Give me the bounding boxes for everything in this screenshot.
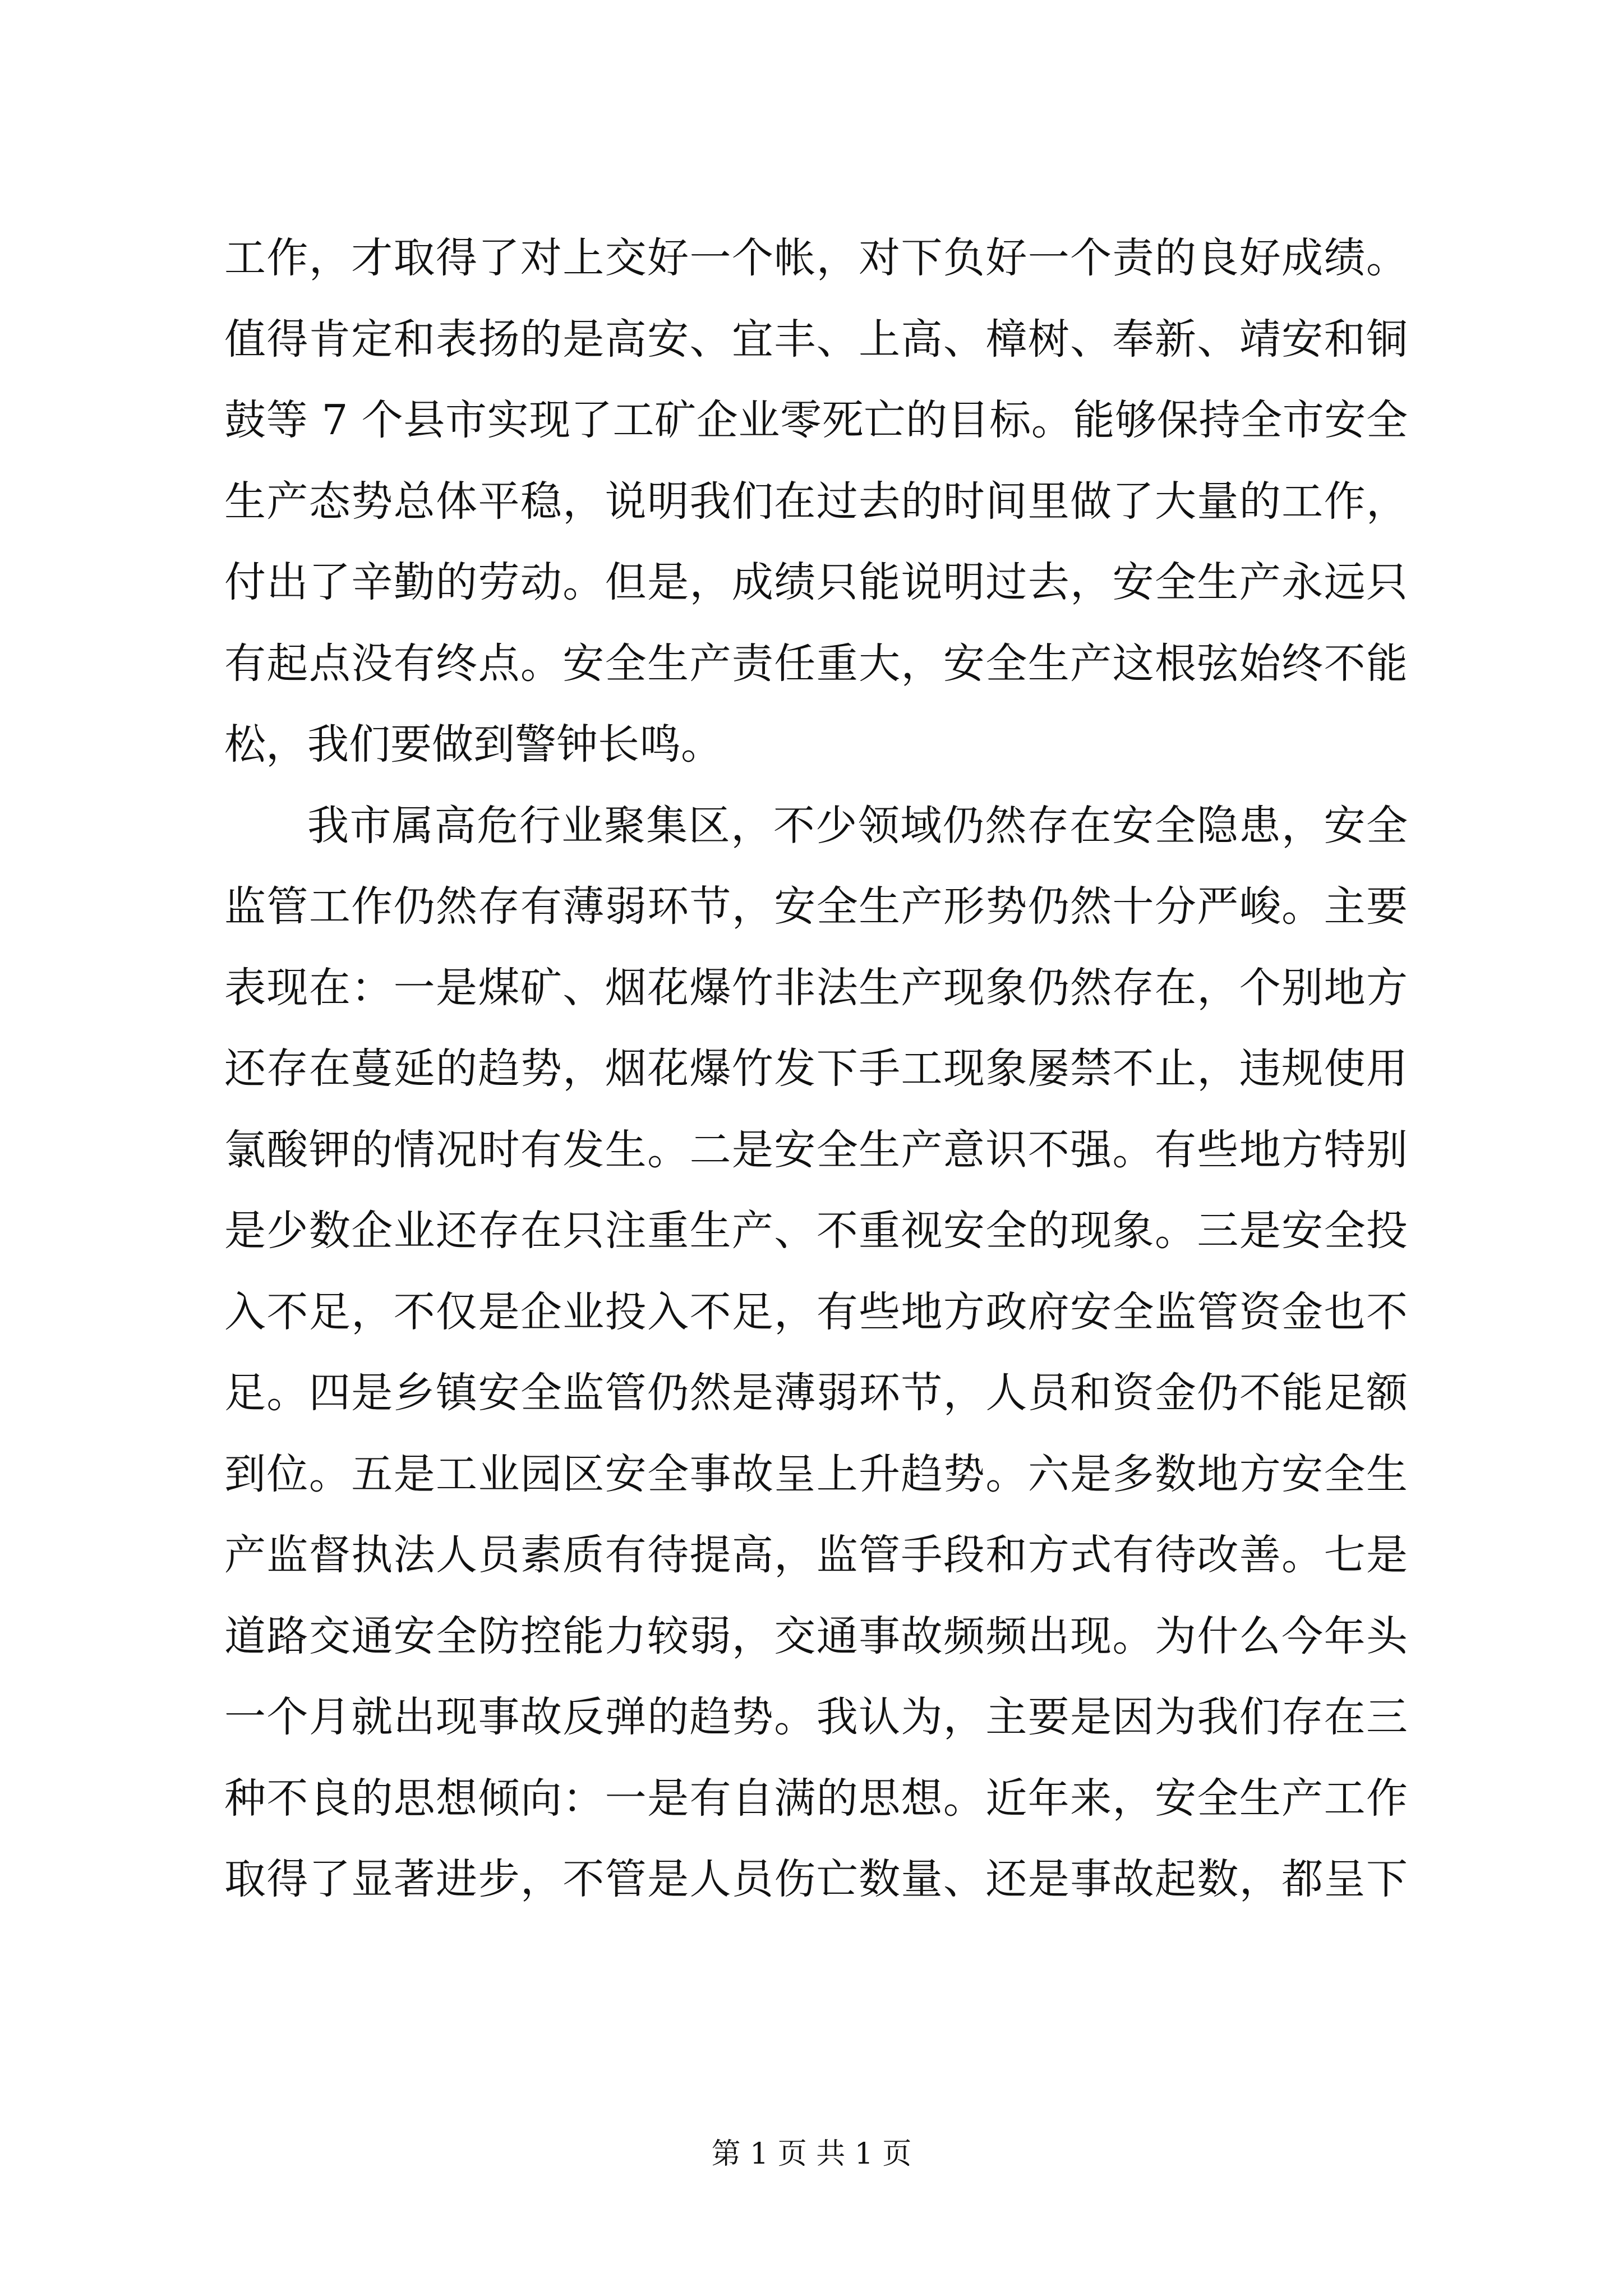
text-line: 还存在蔓延的趋势，烟花爆竹发下手工现象屡禁不止，违规使用 — [224, 1045, 1408, 1093]
text-line: 松，我们要做到警钟长鸣。 — [224, 720, 722, 769]
text-line: 生产态势总体平稳，说明我们在过去的时间里做了大量的工作， — [224, 477, 1408, 526]
document-body — [224, 218, 1408, 1920]
text-line: 我市属高危行业聚集区，不少领域仍然存在安全隐患，安全 — [307, 801, 1408, 850]
text-line: 一个月就出现事故反弹的趋势。我认为，主要是因为我们存在三 — [224, 1693, 1408, 1741]
text-line: 取得了显著进步，不管是人员伤亡数量、还是事故起数，都呈下 — [224, 1855, 1408, 1903]
text-line: 表现在：一是煤矿、烟花爆竹非法生产现象仍然存在，个别地方 — [224, 963, 1408, 1012]
page-footer — [0, 2136, 1623, 2172]
text-line: 鼓等 7 个县市实现了工矿企业零死亡的目标。能够保持全市安全 — [224, 396, 1408, 444]
text-line: 到位。五是工业园区安全事故呈上升趋势。六是多数地方安全生 — [224, 1450, 1408, 1498]
text-line: 足。四是乡镇安全监管仍然是薄弱环节，人员和资金仍不能足额 — [224, 1369, 1408, 1417]
text-line: 产监督执法人员素质有待提高，监管手段和方式有待改善。七是 — [224, 1531, 1408, 1579]
text-line: 监管工作仍然存有薄弱环节，安全生产形势仍然十分严峻。主要 — [224, 882, 1408, 931]
text-line: 是少数企业还存在只注重生产、不重视安全的现象。三是安全投 — [224, 1207, 1408, 1255]
page-number-label: 第 1 页 共 1 页 — [711, 2137, 912, 2171]
text-line: 工作，才取得了对上交好一个帐，对下负好一个责的良好成绩。 — [224, 234, 1408, 282]
paragraph-2 — [224, 785, 1408, 1920]
text-line: 入不足，不仅是企业投入不足，有些地方政府安全监管资金也不 — [224, 1287, 1408, 1336]
text-line: 付出了辛勤的劳动。但是，成绩只能说明过去，安全生产永远只 — [224, 558, 1408, 606]
paragraph-1 — [224, 218, 1408, 785]
text-line: 有起点没有终点。安全生产责任重大，安全生产这根弦始终不能 — [224, 639, 1408, 688]
text-line: 氯酸钾的情况时有发生。二是安全生产意识不强。有些地方特别 — [224, 1125, 1408, 1174]
text-line: 值得肯定和表扬的是高安、宜丰、上高、樟树、奉新、靖安和铜 — [224, 315, 1408, 364]
text-line: 种不良的思想倾向：一是有自满的思想。近年来，安全生产工作 — [224, 1774, 1408, 1823]
text-line: 道路交通安全防控能力较弱，交通事故频频出现。为什么今年头 — [224, 1612, 1408, 1660]
